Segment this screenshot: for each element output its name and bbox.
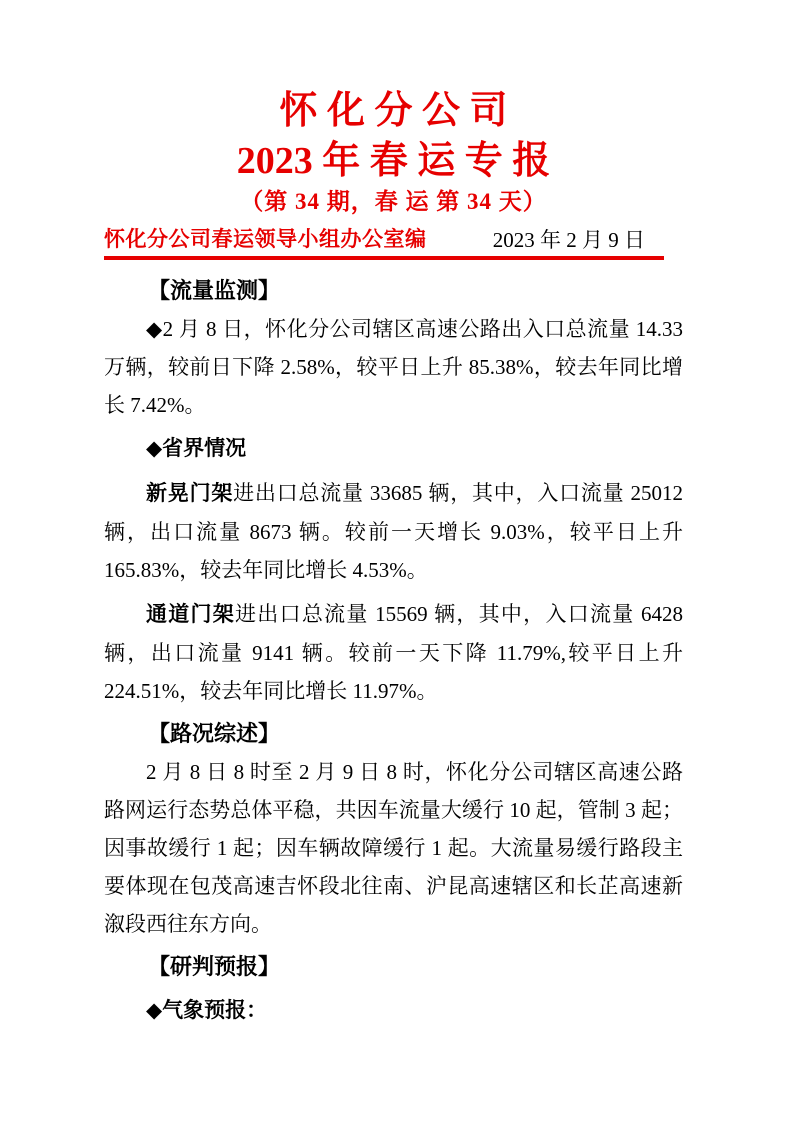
road-conditions-paragraph: 2 月 8 日 8 时至 2 月 9 日 8 时，怀化分公司辖区高速公路路网运行态势总体平稳，共因车流量大缓行 10 起，管制 3 起；因事故缓行 1 起；因车辆故障缓行 1 起。大流量易缓行路段主要体现在包茂高速吉怀段北往南、沪昆高速辖区和长芷高速新溆段西往东方向。 xyxy=(104,760,683,936)
red-divider-rule xyxy=(104,256,664,260)
tongdao-gantry-stats: 进出口总流量 15569 辆，其中，入口流量 6428 辆，出口流量 9141 辆。较前一天下降 11.79%,较平日上升 224.51%，较去年同比增长 11.97%。 xyxy=(104,602,684,703)
tongdao-gantry-paragraph xyxy=(104,595,683,710)
document-content xyxy=(104,86,683,1030)
traffic-summary-paragraph: ◆2 月 8 日，怀化分公司辖区高速公路出入口总流量 14.33 万辆，较前日下降 2.58%，较平日上升 85.38%，较去年同比增长 7.42%。 xyxy=(104,317,683,417)
section-heading-road-conditions: 【路况综述】 xyxy=(148,721,281,746)
publisher-row xyxy=(104,224,683,254)
document-body xyxy=(104,272,683,1030)
tongdao-gantry-name: 通道门架 xyxy=(146,603,236,626)
issue-date: 2023 年 2 月 9 日 xyxy=(492,228,645,252)
report-title-line1: 怀 化 分 公 司 xyxy=(279,90,508,132)
xinhuang-gantry-paragraph xyxy=(104,474,683,589)
subheading-weather-forecast: ◆气象预报： xyxy=(146,999,268,1022)
section-heading-forecast: 【研判预报】 xyxy=(148,954,281,979)
subheading-provincial-border: ◆省界情况 xyxy=(146,437,247,460)
issue-number-line: （第 34 期，春 运 第 34 天） xyxy=(240,189,547,214)
publisher-name: 怀化分公司春运领导小组办公室编 xyxy=(104,228,427,251)
xinhuang-gantry-stats: 进出口总流量 33685 辆，其中，入口流量 25012 辆，出口流量 8673 辆。较前一天增长 9.03%，较平日上升 165.83%，较去年同比增长 4.53%。 xyxy=(104,481,684,582)
xinhuang-gantry-name: 新晃门架 xyxy=(146,482,234,505)
section-heading-traffic-monitoring: 【流量监测】 xyxy=(148,278,281,303)
report-title-line2: 2023 年 春 运 专 报 xyxy=(236,140,551,182)
